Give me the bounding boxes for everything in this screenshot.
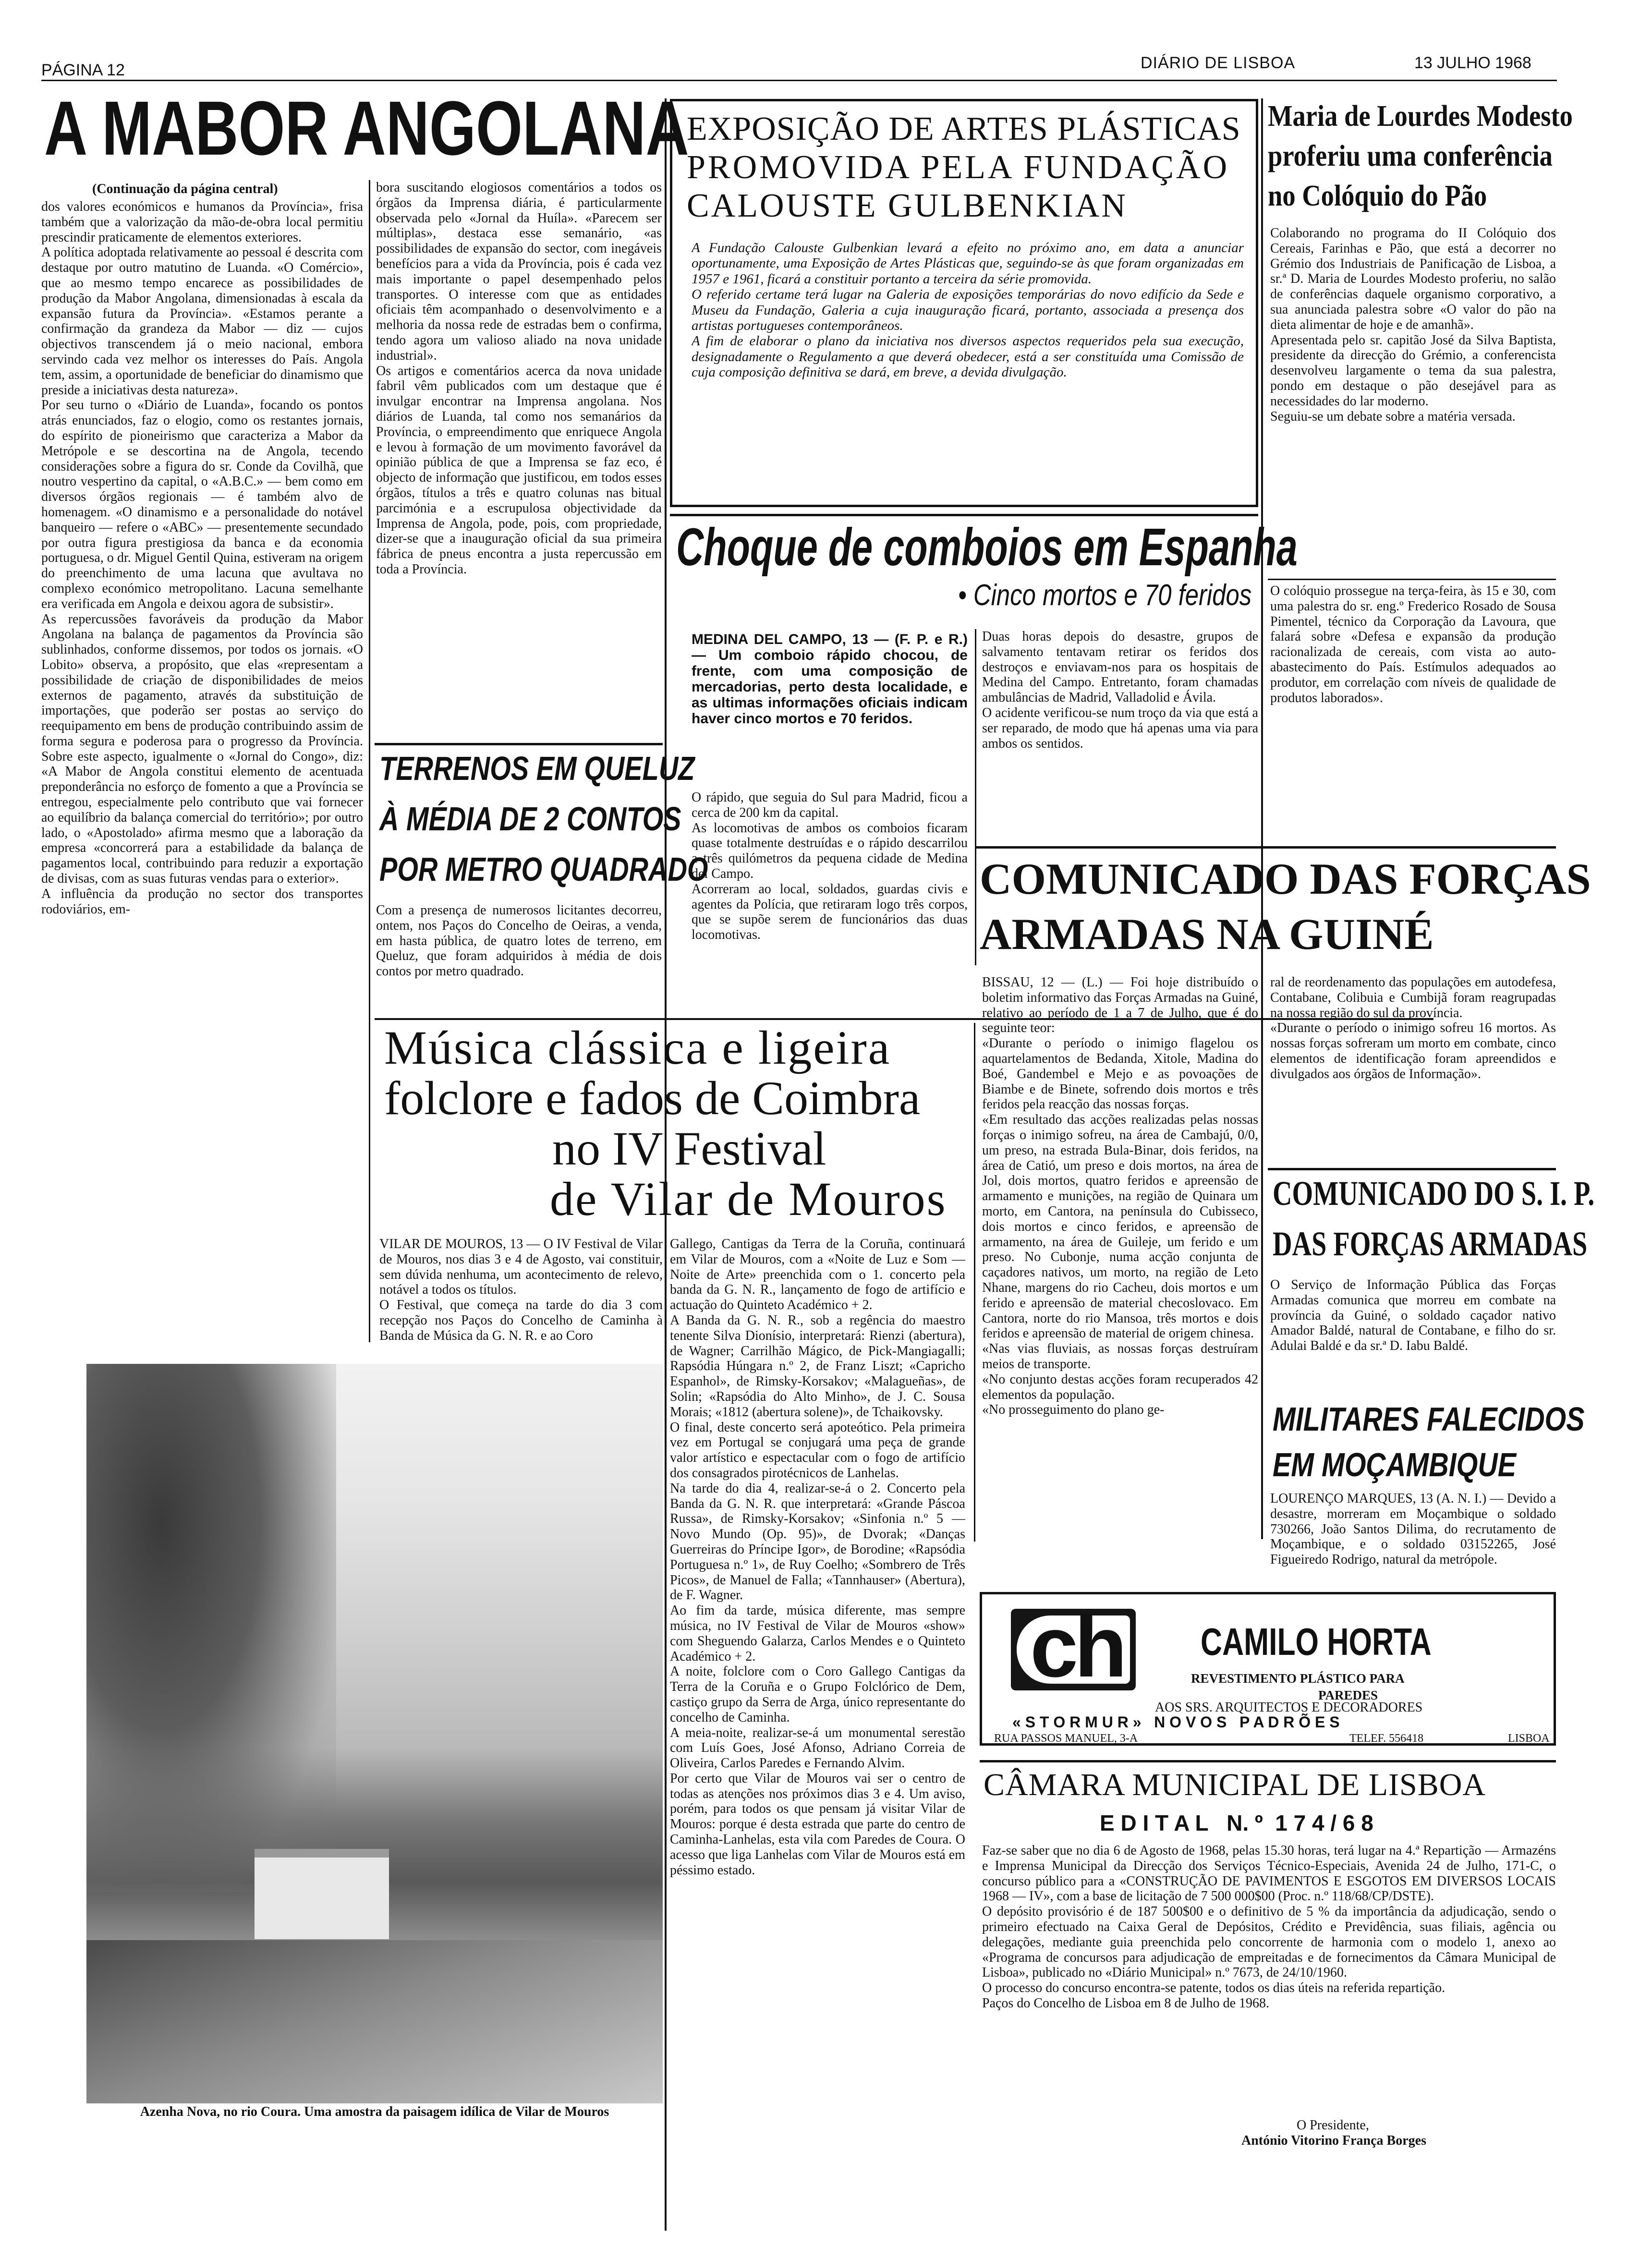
mabor-continuation-note: (Continuação da página central) (92, 182, 278, 196)
comboios-rule (670, 514, 1258, 516)
camilo-horta-city: LISBOA (1508, 1732, 1550, 1745)
guine-column-1: BISSAU, 12 — (L.) — Foi hoje distribuído o boletim informativo das Forças Armadas na Guiné, relativo ao período de 1 a 7 de Julho, que é do seguinte teor: «Durante o período o inimigo flagelou os aquartelamentos de Bedanda, Xitole, Madina do Boé, Gandembel e Mejo e as povoações de Biambe e de Binete, sofrendo dois mortos e três feridos pela reacção das nossas forças. «Em resultado das acções realizadas pelas nossas forças o inimigo sofreu, na área de Cambajú, 0/0, um preso, na estrada Bula-Binar, dois feridos, na área de Catió, um preso e dois mortos, na área de Jol, dois mortos, quatro feridos e apreensão de armamento e munições, na região de Quinara um morto, em Cantora, na península do Cubisseco, dois mortos e cinco feridos, e apreensão de armamento, na área de Guileje, um ferido e um preso. No Cubonje, numa acção conjunta de caçadores nativos, um morto, na região de Leto Nhane, margens do rio Cacheu, dois mortos e um ferido e apreensão de material checoslovaco. Em Cantora, norte do rio Mansoa, três mortos e dois feridos e apreensão de material de origem chinesa. «Nas vias fluviais, as nossas forças destruíram meios de transporte. «No conjunto destas acções foram recuperados 42 elementos da população. «No prosseguimento do plano ge- (982, 975, 1258, 1418)
sip-headline-2: DAS FORÇAS ARMADAS (1273, 1225, 1588, 1263)
sip-body: O Serviço de Informação Pública das Forças Armadas comunica que morreu em combate na província da Guiné, o soldado caçador nativo Amador Baldé, natural de Contabane, e filho do sr. Adulai Baldé e da sr.ª D. Iabu Baldé. (1270, 1277, 1556, 1354)
camilo-horta-line-4: « S T O R M U R » N O V O S P A D R Õ E S (1012, 1713, 1340, 1731)
queluz-body: Com a presença de numerosos licitantes decorreu, ontem, nos Paços do Concelho de Oeiras, a venda, em hasta pública, de quatro lotes de terreno, em Queluz, que foram adquiridos à média de dois contos por metro quadrado. (376, 903, 662, 979)
camara-body: Faz-se saber que no dia 6 de Agosto de 1968, pelas 15.30 horas, terá lugar na 4.ª Repartição — Armazéns e Imprensa Municipal da Direcção dos Serviços Técnico-Especiais, Avenida 24 de Julho, 171-C, o concurso público para a «CONSTRUÇÃO DE PAVIMENTOS E ESGOTOS EM DIVERSOS LOCAIS 1968 — IV», com a base de licitação de 7 500 000$00 (Proc. n.º 118/68/CP/DSTE). O depósito provisório é de 187 500$00 e o definitivo de 5 % da importância da adjudicação, sendo o primeiro efectuado na Caixa Geral de Depósitos, Crédito e Previdência, suas filiais, agência ou delegações, mediante guia preenchida pelo concorrente de harmonia com o modelo 1, anexo ao «Programa de concursos para adjudicação de empreitadas e de fornecimentos da Câmara Municipal de Lisboa», publicado no «Diário Municipal» n.º 7673, de 24/10/1960. O processo do concurso encontra-se patente, todos os dias úteis na referida repartição. Paços do Concelho de Lisboa em 8 de Julho de 1968. (982, 1843, 1556, 2011)
modesto-rule (1268, 579, 1556, 580)
camilo-horta-phone: TELEF. 556418 (1349, 1732, 1424, 1745)
guine-headline-1: COMUNICADO DAS FORÇAS (980, 854, 1591, 903)
column-rule (975, 629, 976, 965)
musica-column-2: Gallego, Cantigas da Terra de la Coruña, continuará em Vilar de Mouros, com a «Noite de Luz e Som — Noite de Arte» preenchida com o 1. concerto pela banda da G. N. R., lançamento de fogo de artifício e actuação do Quinteto Académico + 2. A Banda da G. N. R., sob a regência do maestro tenente Silva Dionísio, interpretará: Rienzi (abertura), de Wagner; Carrilhão Mágico, de Pick-Mangiagalli; Rapsódia Húngara n.º 2, de Franz Liszt; «Capricho Espanhol», de Rimsky-Korsakov; «Malagueñas», de Solin; «Rapsódia do Alto Minho», de J. C. Sousa Morais; «1812 (abertura solene)», de Tchaikovsky. O final, deste concerto será apoteótico. Pela primeira vez em Portugal se conjugará uma peça de grande valor artístico e espectacular com o fogo de artifício dos consagrados pirotécnicos de Lanhelas. Na tarde do dia 4, realizar-se-á o 2. Concerto pela Banda da G. N. R. que interpretará: «Grande Páscoa Russa», de Rimsky-Korsakov; «Sinfonia n.º 5 — Novo Mundo (Op. 95)», de Dvorak; «Danças Guerreiras do Príncipe Igor», de Borodine; «Rapsódia Portuguesa n.º 1», de Ruy Coelho; «Sombrero de Três Picos», de Manuel de Falla; «Tannhauser» (Abertura), de F. Wagner. Ao fim da tarde, música diferente, mas sempre música, no IV Festival de Vilar de Mouros «show» com Sheguendo Galarza, Carlos Mendes e o Quinteto Académico + 2. A noite, folclore com o Coro Gallego Cantigas da Terra de la Coruña e o Grupo Folclórico de Dem, castiço grupo da Serra de Arga, único representante do concelho de Caminha. A meia-noite, realizar-se-á um monumental serestão com Luís Goes, José Afonso, Adriano Correia de Oliveira, Carlos Paredes e Fernando Alvim. Por certo que Vilar de Mouros vai ser o centro de todas as atenções nos próximos dias 3 e 4. Um aviso, porém, para todos os que pensam já visitar Vilar de Mouros: porque é desta estrada que parte do centro de Caminha-Lanhelas, esta vila com Paredes de Coura. O acesso que liga Lanhelas com Vilar de Mouros está em péssimo estado. (670, 1237, 965, 1878)
mabor-headline: A MABOR ANGOLANA (44, 85, 689, 171)
musica-headline-4: de Vilar de Mouros (550, 1172, 947, 1226)
camilo-horta-logo-text: ch (1030, 1599, 1124, 1695)
modesto-body: Colaborando no programa do II Colóquio dos Cereais, Farinhas e Pão, que está a decorrer no Grémio dos Industriais de Panificação de Lisboa, a sr.ª D. Maria de Lourdes Modesto proferiu, no salão de conferências daquele organismo corporativo, a sua anunciada palestra sobre «O valor do pão na dieta alimentar de hoje e de amanhã». Apresentada pelo sr. capitão José da Silva Baptista, presidente da direcção do Grémio, a conferencista desenvolveu largamente o tema da sua palestra, pondo em destaque o pão desejável para as necessidades do lar moderno. Seguiu-se um debate sobre a matéria versada. (1270, 226, 1556, 424)
guine-column-2: ral de reordenamento das populações em autodefesa, Contabane, Colibuia e Cumbijã foram reagrupadas na nossa região do sul da província. «Durante o período o inimigo sofreu 16 mortos. As nossas forças sofreram um morto em combate, cinco elementos de identificação foram apreendidos e divulgados aos órgãos de Informação». (1270, 975, 1556, 1081)
queluz-rule (375, 743, 663, 745)
column-rule (369, 180, 370, 1342)
comboios-subheadline: • Cinco mortos e 70 feridos (958, 579, 1252, 612)
photo-foliage (86, 1364, 336, 1892)
column-rule (974, 1023, 975, 1542)
queluz-headline-1: TERRENOS EM QUELUZ (379, 750, 695, 787)
queluz-headline-2: À MÉDIA DE 2 CONTOS (379, 800, 681, 838)
gulbenkian-headline-1: EXPOSIÇÃO DE ARTES PLÁSTICAS (687, 110, 1241, 147)
camilo-horta-logo (1011, 1599, 1136, 1695)
mocambique-body: LOURENÇO MARQUES, 13 (A. N. I.) — Devido a desastre, morreram em Moçambique o soldado 730266, João Santos Dilima, do recrutamento de Moçambique, e o soldado 03152265, José Figueiredo Rodrigo, natural da metrópole. (1270, 1491, 1556, 1567)
modesto-headline-2: proferiu uma conferência (1268, 140, 1553, 172)
camilo-horta-line-1: REVESTIMENTO PLÁSTICO PARA (1191, 1671, 1405, 1686)
modesto-headline-3: no Colóquio do Pão (1268, 180, 1487, 212)
camilo-horta-address: RUA PASSOS MANUEL, 3-A (994, 1732, 1138, 1745)
mocambique-headline-2: EM MOÇAMBIQUE (1273, 1446, 1517, 1483)
mabor-column-1: dos valores económicos e humanos da Província», frisa também que a valorização da mão-de-obra local permitiu prescindir praticamente de elementos exteriores. A política adoptada relativamente ao pessoal é descrita com destaque por outro matutino de Luanda. «O Comércio», que ao mesmo tempo encarece as possibilidades de produção da Mabor Angolana, dimensionadas à escala da expansão futura da Província». «Estamos perante a confirmação da grandeza da Mabor — diz — cujos objectivos transcendem já o meio nacional, embora servindo cada vez melhor os interesses do País. Angola tem, assim, a oportunidade de beneficiar do dinamismo que preside a iniciativas desta natureza». Por seu turno o «Diário de Luanda», focando os pontos atrás enunciados, faz o elogio, como os restantes jornais, do espírito de pioneirismo que caracteriza a Mabor da Metrópole e se descortina na de Angola, tecendo considerações sobre a figura do sr. Conde da Covilhã, que noutro vespertino da capital, o «A.B.C.» — bem como em diversos órgãos regionais — é também alvo de homenagem. «O dinamismo e a personalidade do notável banqueiro — refere o «ABC» — presentemente secundado por outra figura prestigiosa da banca e da economia portuguesa, o dr. Miguel Gentil Quina, estiveram na origem do preenchimento de uma lacuna que avultava no complexo económico metropolitano. Lacuna semelhante era verificada em Angola e deixou agora de subsistir». As repercussões favoráveis da produção da Mabor Angolana na balança de pagamentos da Província são sublinhados, conforme dissemos, por todos os jornais. «O Lobito» observa, a propósito, que elas «representam a possibilidade de criação de disponibilidades de meios externos de pagamento, através da substituição de importações, que poderão ser postas ao serviço do reequipamento em bens de produção contribuindo assim de forma segura e poderosa para o progresso da Província. Sobre este aspecto, igualmente o «Jornal do Congo», diz: «A Mabor de Angola constitui elemento de acentuada preponderância no esforço de fomento a que a Província se entregou, especialmente pelo contributo que vai fornecer ao equilíbrio da balança comercial do território»; por outro lado, o «Apostolado» afirma mesmo que a laboração da empresa «concorrerá para a estabilidade da balança de pagamentos local, contribuindo para reduzir a exportação de divisas, com as suas futuras vendas para o exterior». A influência da produção no sector dos transportes rodoviários, em- (41, 199, 363, 917)
photo-mill-building (255, 1849, 389, 1939)
comboios-headline: Choque de comboios em Espanha (676, 518, 1298, 577)
page-number: PÁGINA 12 (41, 61, 125, 79)
edital-number: E D I T A L N. º 1 7 4 / 6 8 (1100, 1810, 1373, 1835)
camara-rule (980, 1760, 1556, 1762)
musica-headline-1: Música clássica e ligeira (384, 1021, 891, 1074)
comboios-column-1: O rápido, que seguia do Sul para Madrid, ficou a cerca de 200 km da capital. As locomotivas de ambos os comboios ficaram quase totalmente destruídas e o rápido descarrilou a três quilómetros da pequena cidade de Medina del Campo. Acorreram ao local, soldados, guardas civis e agentes da Polícia, que retiraram logo três corpos, que se supõe serem de funcionários das duas locomotivas. (692, 790, 968, 943)
newspaper-name: DIÁRIO DE LISBOA (1141, 54, 1296, 72)
mabor-column-2: bora suscitando elogiosos comentários a todos os órgãos da Imprensa diária, é particularmente observada pelo «Jornal da Huíla». «Parecem ser múltiplas», destaca esse semanário, «as possibilidades de expansão do sector, com inegáveis benefícios para a vida da Província, pois é cada vez mais importante o papel desempenhado pelos transportes. O interesse com que as entidades oficiais têm acompanhado o desenvolvimento e a melhoria da nossa rede de estradas bem o confirma, tendo agora um valioso aliado na nova unidade industrial». Os artigos e comentários acerca da nova unidade fabril vêm publicados com um destaque que é invulgar encontrar na Imprensa angolana. Nos diários de Luanda, tal como nos semanários da Província, o empreendimento que enriquece Angola e levou à formação de um movimento favorável da opinião pública de que a Imprensa se faz eco, é objecto de informação que justificou, em todos esses órgãos, títulos a três e quatro colunas nas bitual parcimónia e a escrupulosa objectividade da Imprensa de Angola, pode, pois, com propriedade, dizer-se que a inauguração oficial da sua primeira fábrica de pneus encontra a justa repercussão em toda a Província. (376, 180, 662, 577)
guine-headline-2: ARMADAS NA GUINÉ (980, 910, 1434, 959)
mocambique-headline-1: MILITARES FALECIDOS (1273, 1400, 1585, 1438)
azenha-nova-photo (86, 1364, 663, 2103)
camara-headline: CÂMARA MUNICIPAL DE LISBOA (984, 1767, 1486, 1802)
musica-headline-3: no IV Festival (552, 1122, 826, 1175)
comboios-column-2: Duas horas depois do desastre, grupos de salvamento tentavam retirar os feridos dos destroços e enviavam-nos para os hospitais de Medina del Campo. Entretanto, foram chamadas ambulâncias de Madrid, Valladolid e Ávila. O acidente verificou-se num troço da via que está a ser reparado, de modo que há apenas uma via para ambos os sentidos. (982, 629, 1258, 751)
guine-rule (975, 846, 1556, 849)
gulbenkian-body: A Fundação Calouste Gulbenkian levará a efeito no próximo ano, em data a anunciar oportunamente, uma Exposição de Artes Plásticas que, seguindo-se às que foram organizadas em 1957 e 1961, ficará a constituir portanto a terceira da série promovida. O referido certame terá lugar na Galeria de exposições temporárias do novo edifício da Sede e Museu da Fundação, Galeria a cuja inauguração ficará, portanto, associada a presença dos artistas portugueses contemporâneos. A fim de elaborar o plano da iniciativa nos diversos aspectos requeridos pela sua execução, designadamente o Regulamento a que deverá obedecer, está a ser constituída uma Comissão de cuja composição definitiva se dará, em breve, a devida divulgação. (692, 240, 1244, 380)
camilo-horta-name: CAMILO HORTA (1201, 1620, 1432, 1663)
comboios-lede: MEDINA DEL CAMPO, 13 — (F. P. e R.) — Um comboio rápido chocou, de frente, com uma composição de mercadorias, perto desta localidade, e as ultimas informações oficiais indicam haver cinco mortos e 70 feridos. (692, 632, 968, 727)
sip-headline-1: COMUNICADO DO S. I. P. (1273, 1174, 1595, 1213)
gulbenkian-headline-3: CALOUSTE GULBENKIAN (687, 187, 1128, 224)
camara-sign-title: O Presidente, (1297, 2118, 1369, 2133)
photo-riverbank (86, 1940, 663, 2103)
musica-column-1: VILAR DE MOUROS, 13 — O IV Festival de Vilar de Mouros, nos dias 3 e 4 de Agosto, vai constituir, sem dúvida nenhuma, um acontecimento de relevo, notável a todos os títulos. O Festival, que começa na tarde do dia 3 com recepção nos Paços do Concelho de Caminha à Banda de Música da G. N. R. e ao Coro (379, 1237, 663, 1343)
camilo-horta-line-2: PAREDES (1318, 1688, 1378, 1702)
modesto-body-2: O colóquio prossegue na terça-feira, às 15 e 30, com uma palestra do sr. eng.º Frederico Rosado de Sousa Pimentel, técnico da Corporação da Lavoura, que falará sobre «Defesa e expansão da produção racionalizada de cereais, com vista ao auto-abastecimento do País. Estímulos adequados ao produtor, em correlação com níveis de qualidade de produtos laborados». (1270, 583, 1556, 705)
photo-caption: Azenha Nova, no rio Coura. Uma amostra da paisagem idílica de Vilar de Mouros (140, 2104, 609, 2119)
musica-headline-2: folclore e fados de Coimbra (384, 1071, 921, 1125)
issue-date: 13 JULHO 1968 (1414, 54, 1531, 72)
gulbenkian-headline-2: PROMOVIDA PELA FUNDAÇÃO (687, 149, 1230, 186)
queluz-headline-3: POR METRO QUADRADO (379, 850, 708, 888)
modesto-headline-1: Maria de Lourdes Modesto (1268, 100, 1573, 133)
column-rule (1261, 98, 1263, 1539)
masthead-rule (41, 80, 1557, 81)
camara-signatory: António Vitorino França Borges (1241, 2133, 1426, 2148)
camilo-horta-line-3: AOS SRS. ARQUITECTOS E DECORADORES (1155, 1700, 1423, 1715)
sip-rule (1268, 1168, 1556, 1170)
